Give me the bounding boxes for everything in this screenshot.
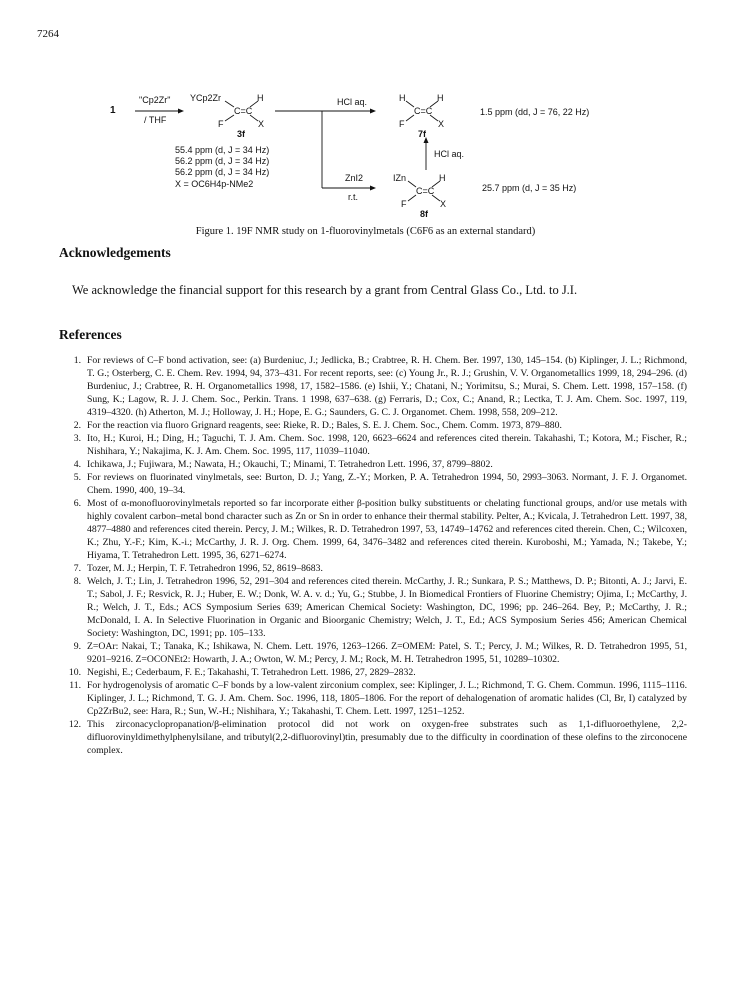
reference-number: 3. [73,433,81,444]
reference-text: This zirconacyclopropanation/β-elimination protocol did not work on oxygen-free substrates such as 1,1-difluoroethylene, 2,2-difluorovinyldimethylphenylsilane, and tributyl(2,2-difluorovinyl)tin, presumably due to the difficulty in coordination of these olefins to the zirconocene complex. [87,719,687,756]
bond-8f-zn [408,181,416,187]
reference-number: 10. [68,667,81,678]
product-7f-x: X [438,119,445,129]
references-heading: References [59,327,122,342]
product-8f-izn: IZn [393,173,407,183]
reference-item [59,497,687,562]
shift-3f-2: 56.2 ppm (d, J = 34 Hz) [175,156,270,166]
reference-text: For the reaction via fluoro Grignard reagents, see: Rieke, R. D.; Bales, S. E. J. Chem. Soc., Chem. Comm. 1973, 879–880. [87,420,562,431]
compound-1-label: 1 [110,105,116,116]
shift-3f-3: 56.2 ppm (d, J = 34 Hz) [175,167,270,177]
product-8f-f: F [401,199,407,209]
product-7f-h2: H [437,93,444,103]
reference-text: Negishi, E.; Cederbaum, F. E.; Takahashi, T. Tetrahedron Lett. 1986, 27, 2829–2832. [87,667,416,678]
product-label-8f: 8f [420,209,429,219]
reference-text: Ito, H.; Kuroi, H.; Ding, H.; Taguchi, T. J. Am. Chem. Soc. 1998, 120, 6623–6624 and references cited therein. Takahashi, T.; Kotora, M.; Fischer, R.; Nishihara, Y.; Nakajima, K. J. Am. Chem. Soc. 1995, 117, 11039–11040. [87,433,687,457]
product-7f-cc: C=C [414,106,433,116]
reference-number: 6. [73,498,81,509]
reference-number: 12. [68,719,81,730]
reagent-hcl-vertical: HCl aq. [434,149,465,159]
reference-text: For reviews on fluorinated vinylmetals, see: Burton, D. J.; Yang, Z.-Y.; Morken, P. A. Tetrahedron 1994, 50, 2993–3063. Normant, J. F. J. Organomet. Chem. 1990, 400, 19–34. [87,472,687,496]
acknowledgements-text: We acknowledge the financial support for this research by a grant from Central Glass Co., Ltd. to J.I. [72,283,578,297]
product-7f-h1: H [399,93,406,103]
product-7f-f: F [399,119,405,129]
reference-number: 9. [73,641,81,652]
intermediate-h: H [257,93,264,103]
product-8f-h: H [439,173,446,183]
bond-7f-f [406,115,414,121]
reference-text: Tozer, M. J.; Herpin, T. F. Tetrahedron 1996, 52, 8619–8683. [87,563,323,574]
reference-number: 5. [73,472,81,483]
scheme-bonds [0,0,731,240]
nmr-scheme [0,0,731,240]
figure-caption: Figure 1. 19F NMR study on 1-fluorovinylmetals (C6F6 as an external standard) [195,226,536,237]
reference-number: 7. [73,563,81,574]
shift-7f: 1.5 ppm (dd, J = 76, 22 Hz) [480,107,590,117]
product-8f-x: X [440,199,447,209]
reference-item [59,666,687,679]
reagent-zni2: ZnI2 [345,173,364,183]
reference-text: Most of α-monofluorovinylmetals reported so far incorporate either β-position bulky substituents or chelating functional groups, and/or use metals with highly covalent carbon–metal bond character such as Zn or Sn in order to enhance their thermal stability. Pelter, A.; Kvicala, J. Tetrahedron Lett. 1997, 38, 4877–4880 and references cited therein. Percy, J. M.; Wilkes, R. D. Tetrahedron 1997, 53, 14749–14762 and references cited therein. Chen, C.; Wilcoxen, K.; Zhu, Y.-F.; Kim, K.-i.; McCarthy, J. R. J. Org. Chem. 1999, 64, 3476–3482 and references cited therein. Kuroboshi, M.; Yamada, N.; Takebe, Y.; Hiyama, T. Tetrahedron Lett. 1995, 36, 6271–6274. [87,498,687,561]
bond-7f-h1 [406,101,414,107]
reference-text: Welch, J. T.; Lin, J. Tetrahedron 1996, 52, 291–304 and references cited therein. McCarthy, J. R.; Sunkara, P. S.; Matthews, D. P.; Bitonti, A. J.; Jarvi, E. T.; Sabol, J. F.; Resvick, R. J.; Huber, E. W.; Donk, W. A. v. d.; Yu, G.; Stubbe, J. In Biomedical Frontiers of Fluorine Chemistry; Ojima, I.; McCarthy, J. R.; Welch, J. T., Eds.; ACS Symposium Series 639; American Chemical Society: Washington, DC, 1996; pp. 246–264. Bey, P.; McCarthy, J. R.; McDonald, I. A. In Selective Fluorination in Organic and Bioorganic Chemistry; Welch, J. T., Ed.; ACS Symposium Series 456; American Chemical Society: Washington, DC, 1991; pp. 105–133. [87,576,687,639]
reagent-thf: / THF [144,115,167,125]
reference-item [59,432,687,458]
reference-text: For hydrogenolysis of aromatic C–F bonds by a low-valent zirconium complex, see: Kiplinger, J. L.; Richmond, T. G. Chem. Commun. 1996, 1115–1116. Kiplinger, J. L.; Richmond, T. G. J. Am. Chem. Soc. 1996, 118, 1805–1806. For the report of dehalogenation of aromatic halides (Cl, Br, I) catalyzed by Cp2ZrBu2, see: Hara, R.; Sun, W.-H.; Nishihara, Y.; Takahashi, T. Chem. Lett. 1997, 1251–1252. [87,680,687,717]
reference-item [59,575,687,640]
shift-3f-1: 55.4 ppm (d, J = 34 Hz) [175,145,270,155]
reference-text: Ichikawa, J.; Fujiwara, M.; Nawata, H.; Okauchi, T.; Minami, T. Tetrahedron Lett. 1996, 37, 8799–8802. [87,459,493,470]
reference-number: 11. [69,680,81,691]
reference-item [59,718,687,757]
reference-item [59,679,687,718]
x-definition: X = OC6H4p-NMe2 [175,179,254,189]
reference-item [59,419,687,432]
acknowledgements-heading: Acknowledgements [59,245,171,260]
bond-3f-f [225,115,234,121]
reference-number: 4. [73,459,81,470]
intermediate-f: F [218,119,224,129]
reference-item [59,562,687,575]
arrow-upper-head [370,109,376,114]
reference-item [59,640,687,666]
product-label-7f: 7f [418,129,427,139]
product-8f-cc: C=C [416,186,435,196]
reference-number: 8. [73,576,81,587]
shift-8f: 25.7 ppm (d, J = 35 Hz) [482,183,577,193]
reference-number: 2. [73,420,81,431]
reference-text: Z=OAr: Nakai, T.; Tanaka, K.; Ishikawa, N. Chem. Lett. 1976, 1263–1266. Z=OMEM: Patel, S. T.; Percy, J. M.; Wilkes, R. D. Tetrahedron 1995, 51, 9201–9216. Z=OCONEt2: Howarth, J. A.; Owton, W. M.; Percy, J. M.; Rock, M. H. Tetrahedron 1995, 51, 10289–10302. [87,641,687,665]
bond-8f-f [408,195,416,201]
reagent-rt: r.t. [348,192,359,202]
reagent-hcl-upper: HCl aq. [337,97,368,107]
intermediate-x: X [258,119,265,129]
reference-item [59,458,687,471]
page-number: 7264 [37,28,59,40]
bond-3f-zr [225,101,234,107]
arrow-1-head [178,109,184,114]
reference-item [59,471,687,497]
intermediate-label-3f: 3f [237,129,246,139]
reference-list [59,354,687,757]
reference-number: 1. [73,355,81,366]
intermediate-ycp2zr: YCp2Zr [190,93,222,103]
intermediate-cc: C=C [234,106,253,116]
reference-text: For reviews of C–F bond activation, see: (a) Burdeniuc, J.; Jedlicka, B.; Crabtree, R. H. Chem. Ber. 1997, 130, 145–154. (b) Kiplinger, J. L.; Richmond, T. G.; Osterberg, C. E. Chem. Rev. 1994, 94, 373–431. For recent reports, see: (c) Young Jr., R. J.; Grushin, V. V. Organometallics 1999, 18, 294–296. (d) Burdeniuc, J.; Crabtree, R. H. Organometallics 1998, 17, 1582–1586. (e) Ishii, Y.; Chatani, N.; Yorimitsu, S.; Murai, S. Chem. Lett. 1998, 157–158. (f) Sung, K.; Lagow, R. J. J. Chem. Soc., Perkin. Trans. 1 1998, 637–638. (g) Ferraris, D.; Cox, C.; Anand, R.; Lectka, T. J. Am. Chem. Soc. 1997, 119, 4319–4320. (h) Atherton, M. J.; Holloway, J. H.; Hope, E. G.; Saunders, G. C. J. Organomet. Chem. 1998, 558, 209–212. [87,355,687,418]
reference-item [59,354,687,419]
arrow-lower-head [370,186,376,191]
reagent-cp2zr: "Cp2Zr" [139,95,171,105]
